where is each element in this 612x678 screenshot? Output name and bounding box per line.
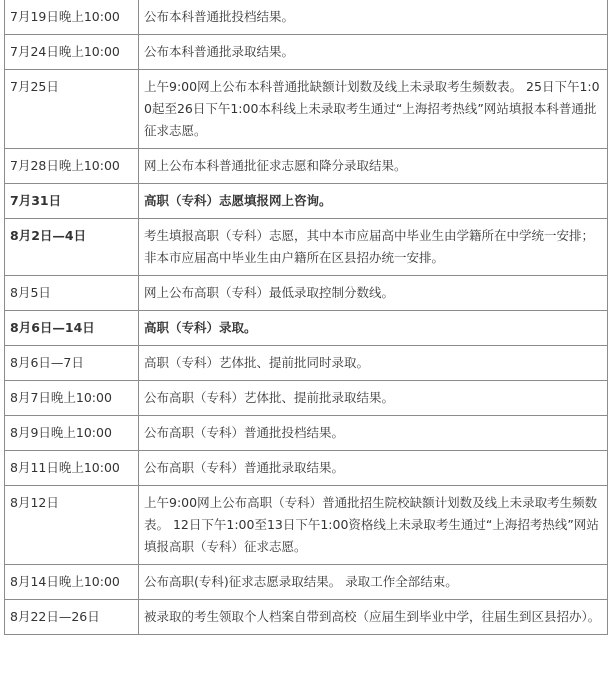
row-date: 8月6日—7日 [5, 346, 139, 381]
table-row [5, 0, 608, 35]
row-description: 网上公布高职（专科）最低录取控制分数线。 [139, 276, 608, 311]
row-description: 公布高职（专科）普通批录取结果。 [139, 451, 608, 486]
row-description: 上午9:00网上公布本科普通批缺额计划数及线上未录取考生频数表。 25日下午1:00起至26日下午1:00本科线上未录取考生通过“上海招考热线”网站填报本科普通批征求志愿。 [139, 70, 608, 149]
row-date: 8月7日晚上10:00 [5, 381, 139, 416]
admission-schedule-table [4, 0, 608, 635]
row-date: 7月28日晚上10:00 [5, 149, 139, 184]
row-date: 7月19日晚上10:00 [5, 0, 139, 35]
table-row [5, 486, 608, 565]
row-description: 高职（专科）志愿填报网上咨询。 [139, 184, 608, 219]
row-date: 8月11日晚上10:00 [5, 451, 139, 486]
row-date: 7月24日晚上10:00 [5, 35, 139, 70]
table-row [5, 565, 608, 600]
row-description: 上午9:00网上公布高职（专科）普通批招生院校缺额计划数及线上未录取考生频数表。 12日下午1:00至13日下午1:00资格线上未录取考生通过“上海招考热线”网站填报高职（专科）征求志愿。 [139, 486, 608, 565]
row-description: 高职（专科）艺体批、提前批同时录取。 [139, 346, 608, 381]
row-description: 公布高职（专科）普通批投档结果。 [139, 416, 608, 451]
row-description: 高职（专科）录取。 [139, 311, 608, 346]
table-row [5, 276, 608, 311]
row-date: 8月22日—26日 [5, 600, 139, 635]
row-description: 公布高职(专科)征求志愿录取结果。 录取工作全部结束。 [139, 565, 608, 600]
table-row [5, 346, 608, 381]
table-row [5, 451, 608, 486]
row-description: 公布高职（专科）艺体批、提前批录取结果。 [139, 381, 608, 416]
row-date: 8月6日—14日 [5, 311, 139, 346]
table-row [5, 381, 608, 416]
row-date: 8月14日晚上10:00 [5, 565, 139, 600]
row-description: 公布本科普通批录取结果。 [139, 35, 608, 70]
row-date: 8月2日—4日 [5, 219, 139, 276]
table-row [5, 70, 608, 149]
row-description: 被录取的考生领取个人档案自带到高校（应届生到毕业中学，往届生到区县招办）。 [139, 600, 608, 635]
table-row [5, 219, 608, 276]
row-date: 8月5日 [5, 276, 139, 311]
table-row [5, 184, 608, 219]
row-date: 8月9日晚上10:00 [5, 416, 139, 451]
row-description: 网上公布本科普通批征求志愿和降分录取结果。 [139, 149, 608, 184]
table-row [5, 311, 608, 346]
row-date: 7月25日 [5, 70, 139, 149]
table-row [5, 416, 608, 451]
row-description: 考生填报高职（专科）志愿，其中本市应届高中毕业生由学籍所在中学统一安排；非本市应届高中毕业生由户籍所在区县招办统一安排。 [139, 219, 608, 276]
table-row [5, 600, 608, 635]
row-description: 公布本科普通批投档结果。 [139, 0, 608, 35]
table-row [5, 35, 608, 70]
table-row [5, 149, 608, 184]
row-date: 7月31日 [5, 184, 139, 219]
row-date: 8月12日 [5, 486, 139, 565]
